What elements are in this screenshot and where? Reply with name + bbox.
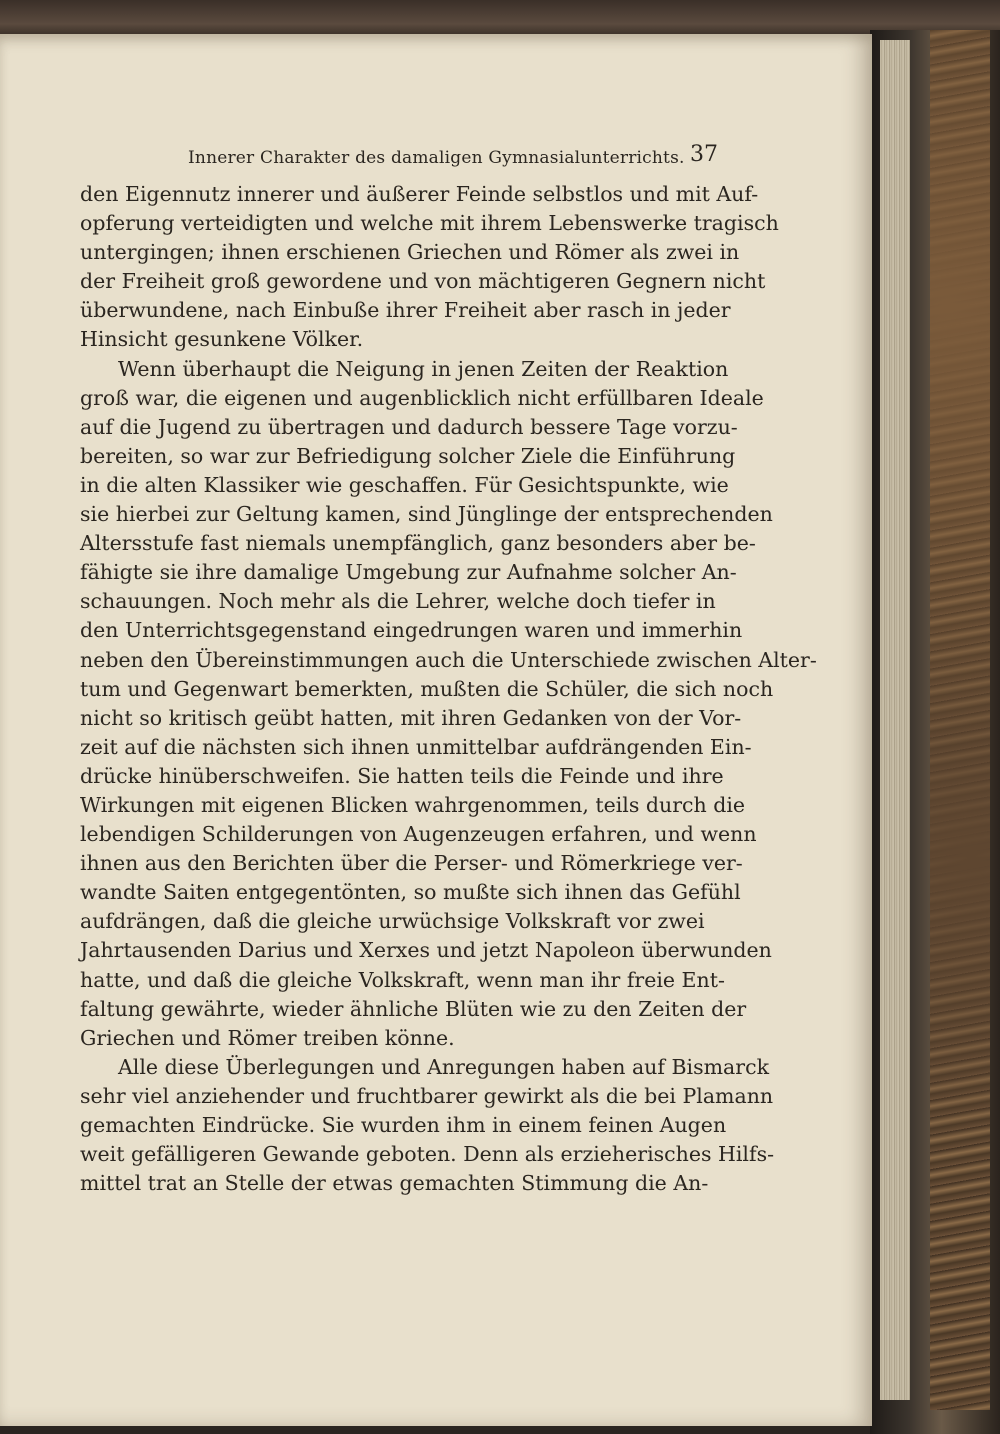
text-line: Altersstufe fast niemals unempfänglich, ganz besonders aber be- <box>80 531 756 556</box>
text-line: in die alten Klassiker wie geschaffen. Für Gesichtspunkte, wie <box>80 472 729 497</box>
text-line: untergingen; ihnen erschienen Griechen und Römer als zwei in <box>80 240 740 265</box>
text-line: bereiten, so war zur Befriedigung solcher Ziele die Einführung <box>80 443 736 468</box>
text-line: aufdrängen, daß die gleiche urwüchsige Volkskraft vor zwei <box>80 909 705 934</box>
text-line: wandte Saiten entgegentönten, so mußte sich ihnen das Gefühl <box>80 880 741 905</box>
running-head <box>80 140 718 180</box>
marbled-cover <box>930 30 990 1410</box>
text-line: groß war, die eigenen und augenblicklich nicht erfüllbaren Ideale <box>80 385 764 410</box>
text-line: mittel trat an Stelle der etwas gemachten Stimmung die An- <box>80 1171 709 1196</box>
text-line: Wenn überhaupt die Neigung in jenen Zeiten der Reaktion <box>118 356 729 381</box>
text-line: sie hierbei zur Geltung kamen, sind Jünglinge der entsprechenden <box>80 502 773 527</box>
text-line: opferung verteidigten und welche mit ihrem Lebenswerke tragisch <box>80 211 779 236</box>
text-line: der Freiheit groß gewordene und von mächtigeren Gegnern nicht <box>80 269 766 294</box>
text-line: Alle diese Überlegungen und Anregungen haben auf Bismarck <box>118 1054 769 1079</box>
text-line: Jahrtausenden Darius und Xerxes und jetzt Napoleon überwunden <box>80 938 772 963</box>
book-page <box>0 34 872 1426</box>
text-line: neben den Übereinstimmungen auch die Unterschiede zwischen Alter- <box>80 647 817 672</box>
body-text <box>80 180 817 1198</box>
paragraph <box>80 1053 775 1198</box>
text-line: nicht so kritisch geübt hatten, mit ihren Gedanken von der Vor- <box>80 705 742 730</box>
text-line: tum und Gegenwart bemerkten, mußten die Schüler, die sich noch <box>80 676 774 701</box>
text-line: sehr viel anziehender und fruchtbarer gewirkt als die bei Plamann <box>80 1083 774 1108</box>
text-line: lebendigen Schilderungen von Augenzeugen erfahren, und wenn <box>80 822 757 847</box>
text-line: fähigte sie ihre damalige Umgebung zur Aufnahme solcher An- <box>80 560 737 585</box>
text-line: weit gefälligeren Gewande geboten. Denn als erzieherisches Hilfs- <box>80 1142 775 1167</box>
text-line: hatte, und daß die gleiche Volkskraft, wenn man ihr freie Ent- <box>80 967 725 992</box>
text-line: den Unterrichtsgegenstand eingedrungen waren und immerhin <box>80 618 743 643</box>
text-line: überwundene, nach Einbuße ihrer Freiheit aber rasch in jeder <box>80 298 731 323</box>
text-line: ihnen aus den Berichten über die Perser- und Römerkriege ver- <box>80 851 743 876</box>
running-head-title: Innerer Charakter des damaligen Gymnasialunterrichts. <box>188 148 685 168</box>
text-line: gemachten Eindrücke. Sie wurden ihm in einem feinen Augen <box>80 1113 727 1137</box>
text-line: zeit auf die nächsten sich ihnen unmittelbar aufdrängenden Ein- <box>80 734 752 759</box>
text-line: schauungen. Noch mehr als die Lehrer, welche doch tiefer in <box>80 589 716 614</box>
page-text-block <box>80 140 817 1198</box>
text-line: den Eigennutz innerer und äußerer Feinde selbstlos und mit Auf- <box>80 182 759 206</box>
text-line: Wirkungen mit eigenen Blicken wahrgenommen, teils durch die <box>80 792 746 817</box>
page-stack-edge <box>880 40 910 1400</box>
text-line: faltung gewährte, wieder ähnliche Blüten wie zu den Zeiten der <box>80 996 747 1021</box>
paragraph <box>80 180 779 355</box>
text-line: auf die Jugend zu übertragen und dadurch bessere Tage vorzu- <box>80 414 738 439</box>
page-number: 37 <box>690 142 718 167</box>
paragraph <box>80 355 817 1053</box>
text-line: drücke hinüberschweifen. Sie hatten teils die Feinde und ihre <box>80 763 724 788</box>
text-line: Hinsicht gesunkene Völker. <box>80 327 364 352</box>
text-line: Griechen und Römer treiben könne. <box>80 1025 455 1050</box>
